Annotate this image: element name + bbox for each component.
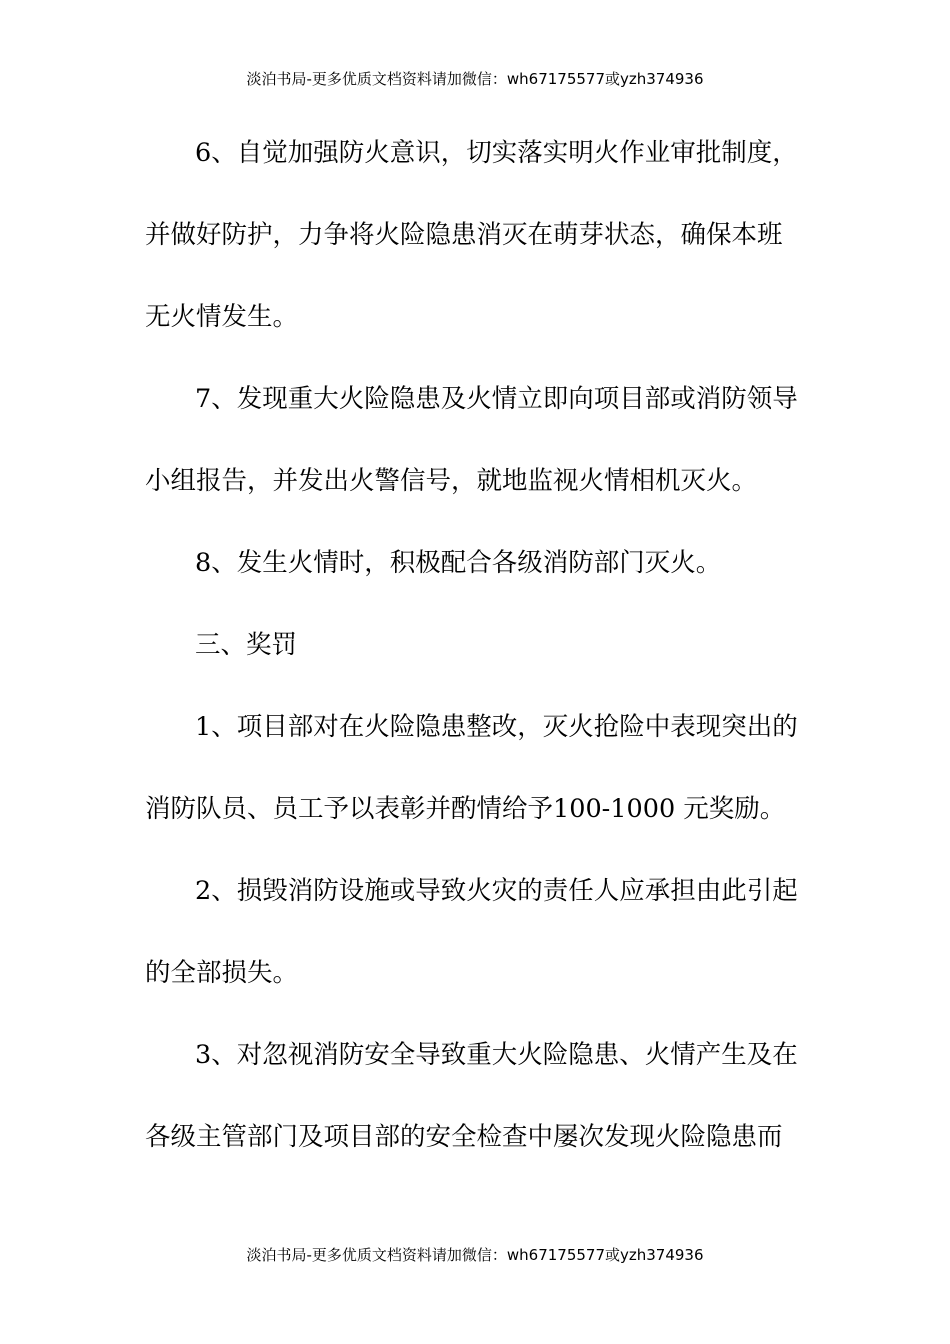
paragraph-6-line-2: 并做好防护，力争将火险隐患消灭在萌芽状态，确保本班: [145, 220, 783, 250]
page-header: 淡泊书局-更多优质文档资料请加微信：wh67175577或yzh374936: [246, 70, 704, 88]
paragraph-6-line-1: 6、自觉加强防火意识，切实落实明火作业审批制度，: [195, 138, 798, 168]
paragraph-6-line-3: 无火情发生。: [145, 302, 299, 332]
item-2-line-2: 的全部损失。: [145, 958, 299, 988]
paragraph-7-line-1: 7、发现重大火险隐患及火情立即向项目部或消防领导: [195, 384, 798, 414]
paragraph-8-line-1: 8、发生火情时，积极配合各级消防部门灭火。: [195, 548, 722, 578]
item-1-line-1: 1、项目部对在火险隐患整改，灭火抢险中表现突出的: [195, 712, 798, 742]
item-1-line-2: 消防队员、员工予以表彰并酌情给予100-1000 元奖励。: [145, 794, 786, 824]
section-heading-rewards-penalties: 三、奖罚: [195, 630, 298, 660]
item-3-line-1: 3、对忽视消防安全导致重大火险隐患、火情产生及在: [195, 1040, 798, 1070]
item-2-line-1: 2、损毁消防设施或导致火灾的责任人应承担由此引起: [195, 876, 798, 906]
page-footer: 淡泊书局-更多优质文档资料请加微信：wh67175577或yzh374936: [246, 1246, 704, 1264]
document-body: [145, 130, 810, 1196]
paragraph-7-line-2: 小组报告，并发出火警信号，就地监视火情相机灭火。: [145, 466, 758, 496]
item-3-line-2: 各级主管部门及项目部的安全检查中屡次发现火险隐患而: [145, 1122, 783, 1152]
